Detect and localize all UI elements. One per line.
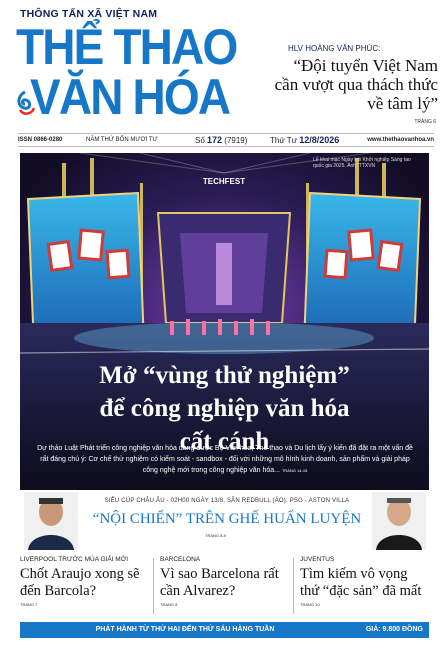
- logo-line-2: VĂN HÓA: [30, 69, 230, 125]
- main-summary: Dự thảo Luật Phát triển công nghiệp văn hóa đang được Bộ Văn hóa, Thể thao và Du lịch lấy ý kiến đã đặt ra một vấn đề rất đáng chú ý: Cơ chế thử nghiệm có kiểm soát - sandbox - đối với những mô hình kinh doanh, sản phẩm và giải pháp công nghệ mới trong công nghiệp văn hóa... TRANG 14-15: [37, 445, 413, 474]
- logo-line-1: THỂ THAO: [16, 19, 237, 75]
- photo-caption: Lễ khai mạc Ngày hội Khởi nghiệp Sáng tạo quốc gia 2025. Ảnh: TTXVN: [313, 157, 411, 169]
- issue-number: Số 172 (7919): [195, 135, 248, 145]
- mid-feature[interactable]: [20, 490, 429, 550]
- masthead: [0, 0, 448, 130]
- mid-feature-title[interactable]: “NỘI CHIẾN” TRÊN GHẾ HUẤN LUYỆN: [92, 511, 362, 527]
- mid-feature-page: TRANG 8-9: [205, 533, 226, 538]
- teaser-liverpool[interactable]: LIVERPOOL TRƯỚC MÙA GIẢI MỚI Chốt Araujo xong sẽ đến Barcola? TRANG 7: [20, 556, 140, 607]
- teaser-divider: [293, 558, 294, 614]
- teaser-barcelona[interactable]: BARCELONA Vì sao Barcelona rất cần Alvarez? TRANG 8: [160, 556, 279, 607]
- stage-brand: TECHFEST: [202, 177, 246, 186]
- bottom-teasers: [20, 556, 429, 618]
- right-teaser-quote[interactable]: “Đội tuyển Việt Nam cần vượt qua thách thức về tâm lý”: [274, 56, 438, 113]
- coach-portrait-left: [24, 492, 78, 550]
- website-link[interactable]: www.thethaovanhoa.vn: [367, 137, 434, 143]
- right-teaser-tag: HLV HOÀNG VĂN PHÚC:: [288, 44, 381, 53]
- issue-info-bar: [18, 133, 434, 147]
- summary-page: TRANG 14-15: [281, 468, 308, 473]
- footer-bar: [20, 622, 429, 638]
- teaser-divider: [153, 558, 154, 614]
- issn: ISSN 0866-0280: [18, 137, 63, 143]
- issue-date: Thứ Tư 12/8/2026: [270, 135, 340, 145]
- publication-year: NĂM THỨ BỐN MƯƠI TƯ: [86, 137, 158, 143]
- coach-portrait-right: [372, 492, 426, 550]
- footer-price: GIÁ: 9.800 ĐỒNG: [365, 626, 423, 633]
- hero-photo[interactable]: [20, 153, 429, 491]
- footer-schedule: PHÁT HÀNH TỪ THỨ HAI ĐẾN THỨ SÁU HÀNG TUẦN: [95, 626, 275, 633]
- teaser-juventus[interactable]: JUVENTUS Tìm kiếm vô vọng thứ “đặc sản” đã mất TRANG 10: [300, 556, 422, 607]
- agency-name: THÔNG TẤN XÃ VIỆT NAM: [20, 8, 158, 20]
- main-headline[interactable]: Mở “vùng thử nghiệm” để công nghiệp văn hóa cất cánh: [99, 362, 350, 455]
- right-teaser-page: TRANG 6: [414, 119, 436, 125]
- mid-feature-tag: SIÊU CÚP CHÂU ÂU - 02H00 NGÀY 13/8, SÂN REDBULL (ÁO): PSG - ASTON VILLA: [104, 498, 350, 504]
